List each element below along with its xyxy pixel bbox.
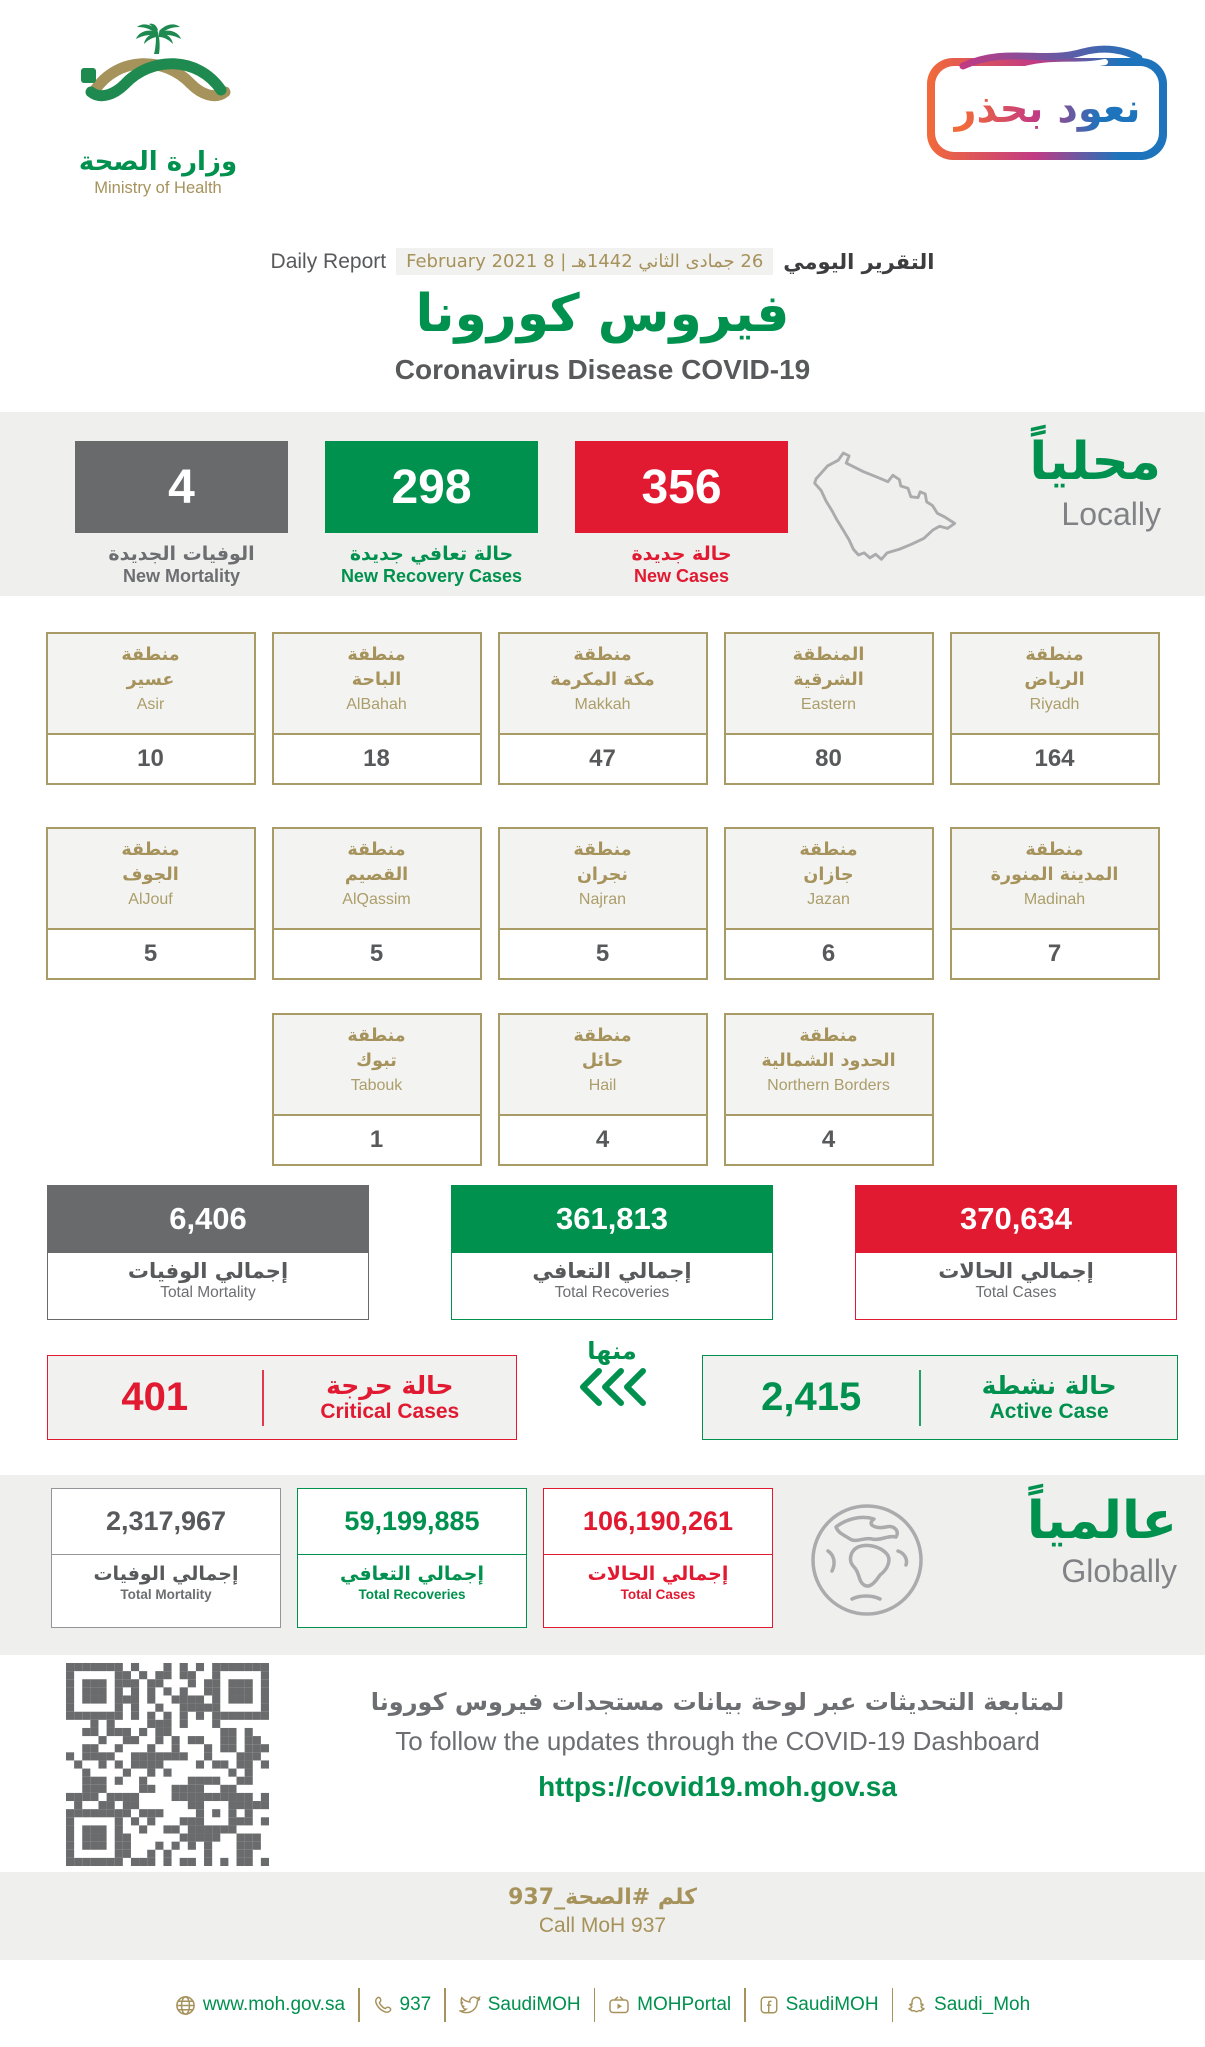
new-cases-label-ar: حالة جديدة [631, 543, 732, 565]
region-name-ar: المنطقة [792, 645, 865, 665]
badge-inner [935, 66, 1159, 152]
total-cases-box [855, 1185, 1177, 1320]
region-name-ar: منطقة [1025, 840, 1084, 860]
region-card-najran [498, 827, 708, 980]
divider [262, 1370, 264, 1426]
snapchat-icon [906, 1995, 927, 2016]
global-cases-box [543, 1488, 773, 1628]
regions-row-1 [0, 632, 1205, 785]
globally-title [1027, 1491, 1177, 1590]
page-title-en: Coronavirus Disease COVID-19 [394, 354, 811, 385]
badge-text: نعود بحذر [953, 86, 1141, 132]
global-cases-label-ar: إجمالي الحالات [587, 1563, 729, 1585]
region-case-count: 5 [369, 940, 384, 967]
total-recoveries-box [451, 1185, 773, 1320]
region-card-alqassim [272, 827, 482, 980]
region-name-ar2: الرياض [1024, 670, 1085, 691]
new-cases-label-en: New Cases [633, 566, 730, 586]
region-name-ar: منطقة [1025, 645, 1084, 665]
total-mortality-box [47, 1185, 369, 1320]
footer-twitter-text: SaudiMOH [487, 1994, 581, 2015]
region-name-ar2: الحدود الشمالية [761, 1051, 896, 1072]
global-recoveries-value: 59,199,885 [298, 1489, 526, 1555]
report-date: 26 جمادى الثاني 1442هـ | 8 February 2021 [396, 248, 773, 275]
new-mortality-value: 4 [75, 441, 288, 533]
dashboard-url-link[interactable]: https://covid19.moh.gov.sa [538, 1771, 897, 1802]
triple-chevron-left-icon [575, 1365, 649, 1409]
global-recoveries-label-ar: إجمالي التعافي [340, 1563, 484, 1585]
region-name-en: Tabouk [350, 1076, 403, 1094]
moh-logo [58, 22, 258, 198]
critical-cases-box [47, 1355, 517, 1440]
region-name-en: Jazan [807, 890, 850, 908]
globally-label-en: Globally [1061, 1553, 1177, 1589]
globally-section [0, 1475, 1205, 1655]
region-name-ar2: الجوف [122, 865, 179, 886]
region-case-count: 10 [137, 745, 164, 772]
total-recoveries-label-en: Total Recoveries [554, 1284, 670, 1301]
region-case-count: 80 [815, 745, 842, 772]
total-cases-label-ar: إجمالي الحالات [938, 1259, 1094, 1283]
region-name-ar2: تبوك [356, 1051, 397, 1072]
region-name-en: Makkah [574, 695, 631, 713]
region-name-ar2: عسير [126, 670, 175, 691]
global-mortality-value: 2,317,967 [52, 1489, 280, 1555]
region-name-en: Eastern [800, 695, 857, 713]
total-recoveries-label-ar: إجمالي التعافي [532, 1259, 692, 1283]
region-name-ar: منطقة [799, 840, 858, 860]
footer-website-link[interactable] [162, 1994, 358, 2016]
of-which-label-ar: منها [587, 1337, 637, 1365]
global-mortality-box [51, 1488, 281, 1628]
region-name-ar: منطقة [799, 1026, 858, 1046]
new-cases-stat [575, 441, 788, 587]
daily-report-label-ar: التقرير اليومي [783, 249, 935, 274]
locally-stats [75, 441, 788, 587]
region-name-ar: منطقة [347, 840, 406, 860]
region-card-jazan [724, 827, 934, 980]
saudi-map-icon [806, 428, 964, 580]
critical-cases-label-en: Critical Cases [320, 1400, 460, 1423]
region-case-count: 4 [821, 1126, 836, 1153]
global-cases-value: 106,190,261 [544, 1489, 772, 1555]
new-recovery-stat [325, 441, 538, 587]
new-cases-value: 356 [575, 441, 788, 533]
call-moh-band [0, 1872, 1205, 1960]
region-name-ar2: القصيم [344, 865, 409, 886]
ministry-name-en: Ministry of Health [94, 179, 222, 197]
footer-youtube-link[interactable] [595, 1994, 744, 2016]
new-mortality-label-ar: الوفيات الجديدة [108, 543, 255, 565]
region-name-ar2: نجران [576, 865, 628, 886]
region-case-count: 7 [1047, 940, 1062, 967]
qr-code [66, 1663, 269, 1866]
locally-section [0, 412, 1205, 596]
total-cases-value: 370,634 [855, 1185, 1177, 1253]
page-title-ar: فيروس كورونا [415, 284, 790, 344]
region-name-ar: منطقة [347, 1026, 406, 1046]
locally-label-ar: محلياً [1029, 432, 1161, 492]
region-name-ar: منطقة [121, 645, 180, 665]
new-recovery-label-en: New Recovery Cases [340, 566, 523, 586]
region-name-en: AlBahah [346, 695, 407, 713]
region-name-ar2: الشرقية [793, 670, 864, 691]
region-name-ar: منطقة [573, 1026, 632, 1046]
region-name-en: Madinah [1023, 890, 1086, 908]
global-recoveries-box [297, 1488, 527, 1628]
footer-snapchat-text: Saudi_Moh [934, 1994, 1031, 2015]
active-cases-value: 2,415 [761, 1375, 862, 1419]
youtube-icon [608, 1995, 630, 2015]
region-name-ar2: الباحة [351, 670, 402, 691]
region-case-count: 4 [595, 1126, 610, 1153]
region-name-ar2: مكة المكرمة [550, 670, 655, 691]
region-name-ar2: جازان [803, 865, 854, 886]
phone-icon [373, 1995, 393, 2015]
footer-youtube-text: MOHPortal [637, 1994, 732, 2015]
active-cases-box [702, 1355, 1178, 1440]
footer-website-text: www.moh.gov.sa [202, 1994, 346, 2015]
region-name-en: Najran [578, 890, 627, 908]
region-card-makkah [498, 632, 708, 785]
active-cases-label-ar: حالة نشطة [981, 1371, 1117, 1400]
global-recoveries-label-en: Total Recoveries [358, 1587, 466, 1602]
region-name-ar: منطقة [347, 645, 406, 665]
region-card-riyadh [950, 632, 1160, 785]
region-case-count: 18 [363, 745, 390, 772]
region-card-northern-borders [724, 1013, 934, 1166]
daily-report-label-en: Daily Report [270, 249, 387, 273]
total-cases-label-en: Total Cases [975, 1284, 1057, 1301]
critical-cases-label-ar: حالة حرجة [326, 1371, 454, 1400]
region-card-madinah [950, 827, 1160, 980]
total-mortality-value: 6,406 [47, 1185, 369, 1253]
footer-phone-link[interactable] [360, 1994, 445, 2016]
dashboard-text [270, 1688, 1165, 1803]
region-case-count: 6 [821, 940, 836, 967]
total-recoveries-value: 361,813 [451, 1185, 773, 1253]
global-mortality-label-en: Total Mortality [120, 1587, 212, 1602]
regions-row-3 [0, 1013, 1205, 1166]
new-recovery-value: 298 [325, 441, 538, 533]
report-date-row [0, 248, 1205, 275]
globally-stats [51, 1488, 773, 1628]
region-card-aljouf [46, 827, 256, 980]
locally-title [1029, 432, 1161, 533]
region-name-ar: منطقة [573, 645, 632, 665]
region-name-ar: منطقة [121, 840, 180, 860]
ministry-name-ar: وزارة الصحة [78, 147, 238, 177]
total-mortality-label-en: Total Mortality [160, 1284, 256, 1301]
new-mortality-label-en: New Mortality [122, 566, 241, 586]
totals-row [47, 1185, 1177, 1320]
footer-contact-bar [0, 1988, 1205, 2022]
divider [919, 1370, 921, 1426]
region-card-asir [46, 632, 256, 785]
footer-facebook-link[interactable] [746, 1994, 892, 2016]
critical-cases-value: 401 [121, 1375, 189, 1419]
region-name-ar2: المدينة المنورة [990, 865, 1119, 886]
dashboard-text-en: To follow the updates through the COVID-19 Dashboard [395, 1726, 1040, 1756]
regions-grid [0, 632, 1205, 1166]
badge-swoosh-icon [955, 42, 1145, 76]
locally-label-en: Locally [1061, 496, 1161, 532]
global-mortality-label-ar: إجمالي الوفيات [93, 1563, 239, 1585]
region-card-albahah [272, 632, 482, 785]
regions-row-2 [0, 827, 1205, 980]
globe-icon [806, 1499, 928, 1621]
footer-twitter-link[interactable] [446, 1994, 594, 2016]
new-mortality-stat [75, 441, 288, 587]
dashboard-section [0, 1660, 1205, 1872]
region-name-en: Riyadh [1029, 695, 1080, 713]
twitter-icon [459, 1994, 481, 2016]
region-name-en: AlQassim [342, 890, 411, 908]
return-with-caution-badge [927, 58, 1167, 160]
region-case-count: 1 [369, 1126, 384, 1153]
dashboard-text-ar: لمتابعة التحديثات عبر لوحة بيانات مستجدات فيروس كورونا [370, 1688, 1065, 1716]
call-moh-label-en: Call MoH 937 [538, 1914, 667, 1937]
footer-snapchat-link[interactable] [893, 1994, 1043, 2016]
region-card-hail [498, 1013, 708, 1166]
region-name-en: Asir [136, 695, 165, 713]
region-card-tabouk [272, 1013, 482, 1166]
global-cases-label-en: Total Cases [620, 1587, 696, 1602]
footer-phone-text: 937 [399, 1994, 432, 2015]
of-which-connector [552, 1337, 672, 1414]
globe-icon [175, 1995, 196, 2016]
moh-logo-icon [73, 22, 243, 140]
region-name-en: Northern Borders [767, 1076, 890, 1094]
active-cases-label-en: Active Case [989, 1400, 1109, 1423]
header [0, 0, 1205, 250]
region-name-en: AlJouf [128, 890, 173, 908]
footer-facebook-text: SaudiMOH [785, 1994, 879, 2015]
region-case-count: 164 [1034, 745, 1075, 772]
region-case-count: 5 [595, 940, 610, 967]
region-name-ar: منطقة [573, 840, 632, 860]
region-case-count: 47 [589, 745, 616, 772]
region-card-eastern [724, 632, 934, 785]
total-mortality-label-ar: إجمالي الوفيات [127, 1259, 289, 1283]
new-recovery-label-ar: حالة تعافي جديدة [349, 543, 514, 565]
breakdown-row [0, 1337, 1205, 1442]
region-name-en: Hail [588, 1076, 617, 1094]
globally-label-ar: عالمياً [1026, 1491, 1177, 1551]
region-name-ar2: حائل [581, 1051, 624, 1072]
region-case-count: 5 [143, 940, 158, 967]
call-hashtag-ar: كلم #الصحة_937 [508, 1885, 697, 1910]
facebook-icon [759, 1995, 779, 2015]
